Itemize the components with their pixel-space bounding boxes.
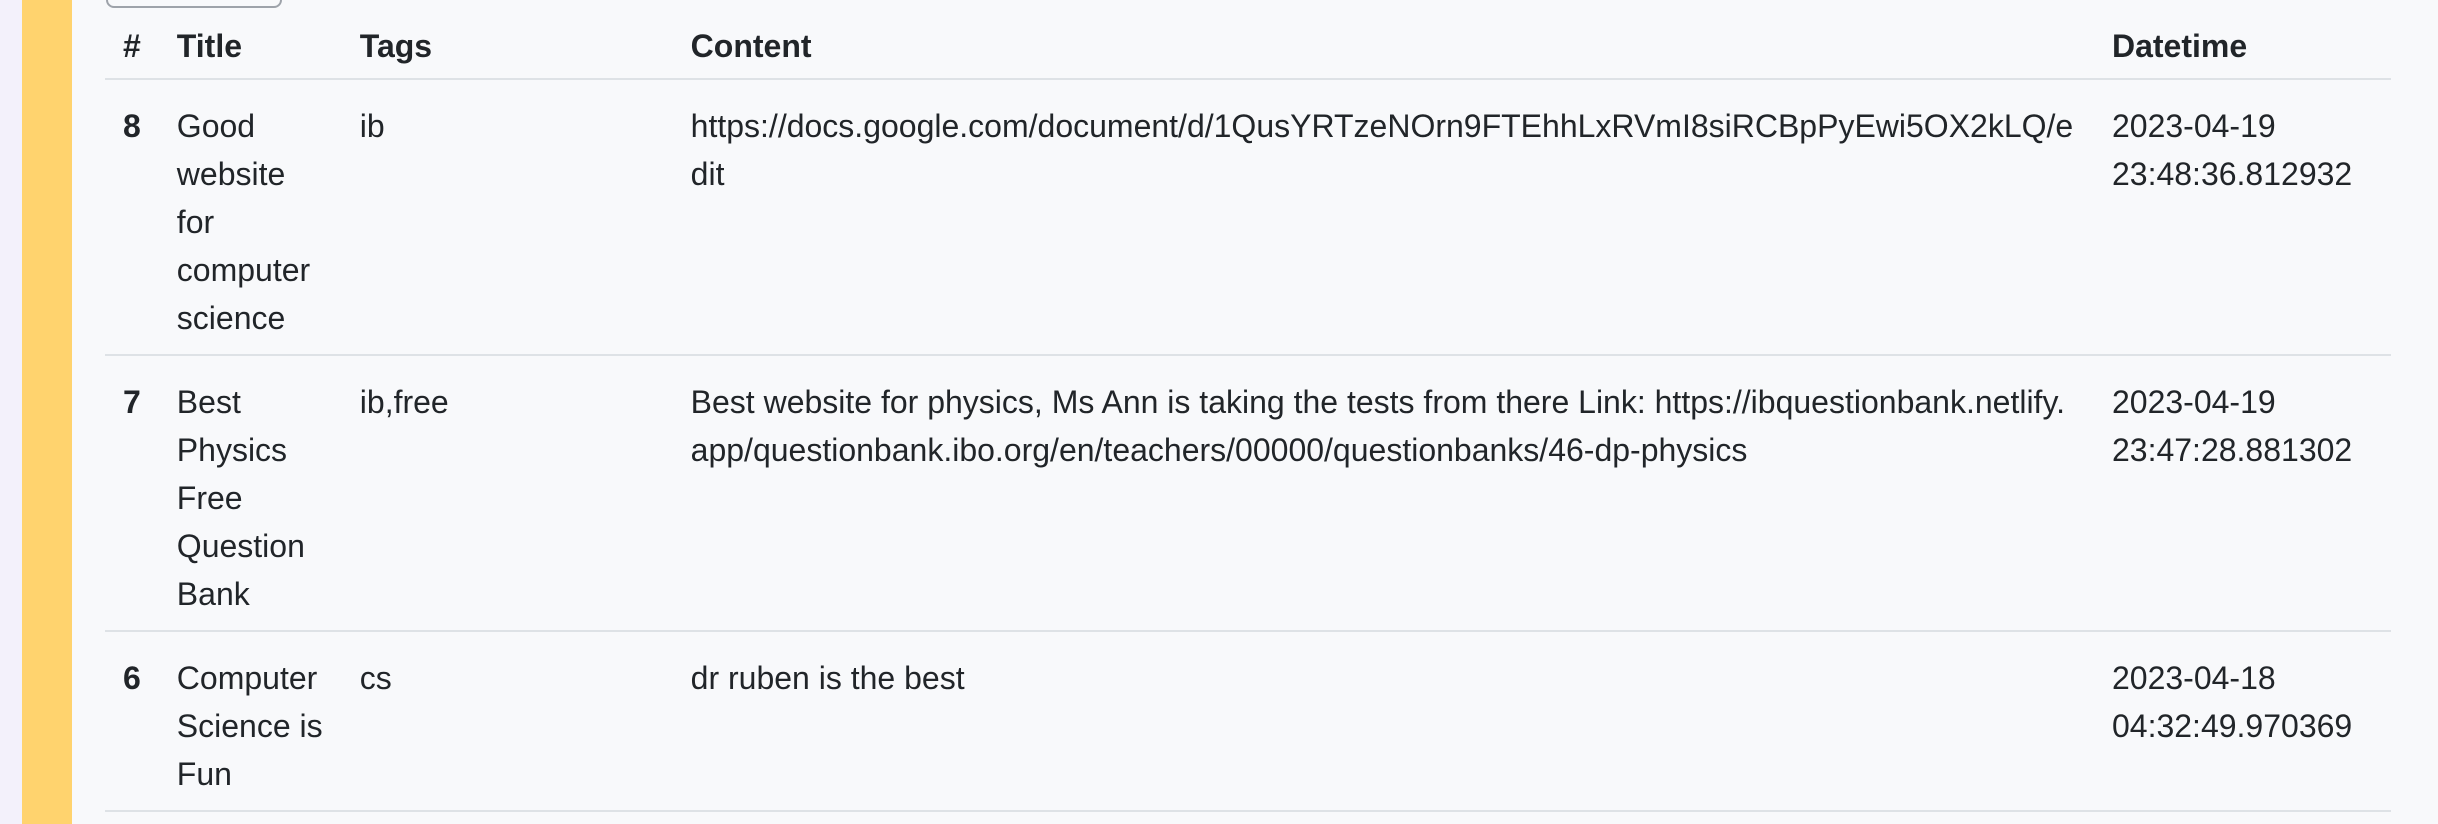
table-row <box>105 355 2391 631</box>
header-datetime: Datetime <box>2094 16 2391 79</box>
row-num: 7 <box>105 355 159 631</box>
table-row <box>105 79 2391 355</box>
row-num: 8 <box>105 79 159 355</box>
row-datetime: 2023-04-19 23:48:36.812932 <box>2094 79 2391 355</box>
header-title: Title <box>159 16 342 79</box>
row-content: https://docs.google.com/document/d/1QusYRTzeNOrn9FTEhhLxRVmI8siRCBpPyEwi5OX2kLQ/edit <box>673 79 2094 355</box>
header-tags: Tags <box>342 16 673 79</box>
header-content: Content <box>673 16 2094 79</box>
table-row <box>105 631 2391 811</box>
row-title: Computer Science is Fun <box>159 631 342 811</box>
row-title: Best Physics Free Question Bank <box>159 355 342 631</box>
table-header-row <box>105 16 2391 79</box>
row-tags: ib <box>342 79 673 355</box>
row-tags: cs <box>342 631 673 811</box>
row-datetime: 2023-04-19 23:47:28.881302 <box>2094 355 2391 631</box>
accent-sidebar-bar <box>22 0 72 824</box>
row-num: 6 <box>105 631 159 811</box>
row-datetime: 2023-04-18 04:32:49.970369 <box>2094 631 2391 811</box>
posts-table <box>105 16 2391 812</box>
header-num: # <box>105 16 159 79</box>
partially-visible-button[interactable] <box>106 0 282 8</box>
row-tags: ib,free <box>342 355 673 631</box>
row-content: dr ruben is the best <box>673 631 2094 811</box>
row-title: Good website for computer science <box>159 79 342 355</box>
left-margin <box>0 0 22 824</box>
row-content: Best website for physics, Ms Ann is taking the tests from there Link: https://ibquestionbank.netlify.app/questionbank.ibo.org/en/teachers/00000/questionbanks/46-dp-physics <box>673 355 2094 631</box>
